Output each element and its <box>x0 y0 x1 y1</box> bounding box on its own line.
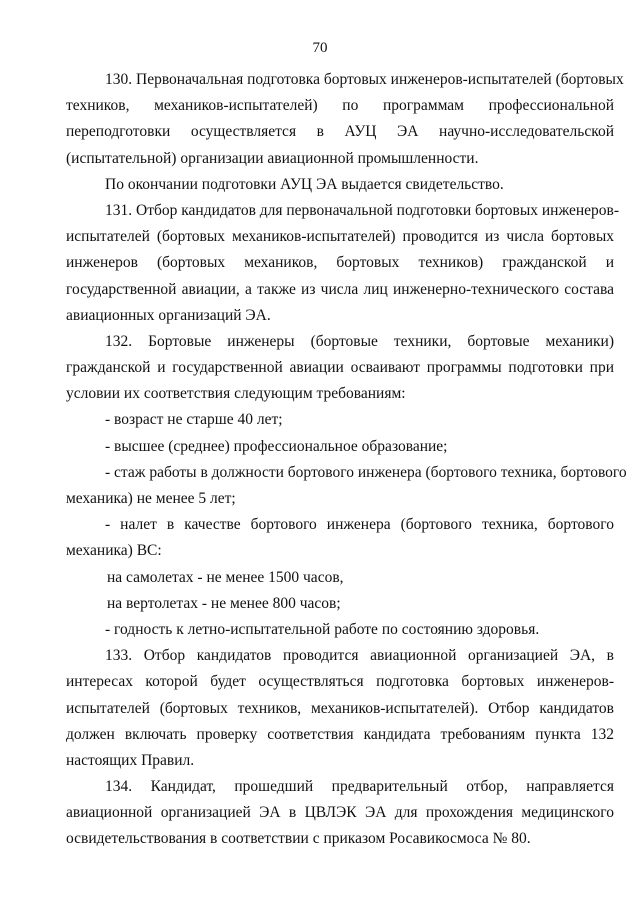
text-line: механика) ВС: <box>66 542 162 560</box>
text-line: (испытательной) организации авиационной промышленности. <box>66 149 479 167</box>
text-line: техников, механиков-испытателей) по программам профессиональной <box>66 97 614 115</box>
text-line: - годность к летно-испытательной работе по состоянию здоровья. <box>105 620 540 638</box>
text-line: авиационной организацией ЭА в ЦВЛЭК ЭА для прохождения медицинского <box>66 804 614 822</box>
text-line: - высшее (среднее) профессиональное образование; <box>105 437 448 455</box>
text-line: настоящих Правил. <box>66 751 195 769</box>
text-line: инженеров (бортовых механиков, бортовых техников) гражданской и <box>66 254 614 272</box>
text-line: на самолетах - не менее 1500 часов, <box>107 568 344 586</box>
text-line: авиационных организаций ЭА. <box>66 306 271 324</box>
page-number: 70 <box>312 40 328 56</box>
text-line: на вертолетах - не менее 800 часов; <box>107 594 341 612</box>
text-line: испытателей (бортовых техников, механиков-испытателей). Отбор кандидатов <box>66 699 614 717</box>
text-line: 133. Отбор кандидатов проводится авиационной организацией ЭА, в <box>105 647 614 665</box>
document-body <box>66 67 627 853</box>
text-line: 132. Бортовые инженеры (бортовые техники, бортовые механики) <box>105 332 614 350</box>
text-line: гражданской и государственной авиации осваивают программы подготовки при <box>66 359 614 377</box>
text-line: должен включать проверку соответствия кандидата требованиям пункта 132 <box>66 725 614 743</box>
text-line: - налет в качестве бортового инженера (бортового техника, бортового <box>105 516 614 534</box>
text-line: государственной авиации, а также из числа лиц инженерно-технического состава <box>66 280 614 298</box>
text-line: - возраст не старше 40 лет; <box>105 411 283 429</box>
text-line: освидетельствования в соответствии с приказом Росавикосмоса № 80. <box>66 830 531 848</box>
text-line: интересах которой будет осуществляться подготовка бортовых инженеров- <box>66 673 614 691</box>
text-line: механика) не менее 5 лет; <box>66 490 236 507</box>
text-line: По окончании подготовки АУЦ ЭА выдается свидетельство. <box>105 175 504 193</box>
text-line: 134. Кандидат, прошедший предварительный отбор, направляется <box>105 778 614 796</box>
text-line: 131. Отбор кандидатов для первоначальной подготовки бортовых инженеров- <box>105 201 619 219</box>
text-line: испытателей (бортовых механиков-испытателей) проводится из числа бортовых <box>66 228 614 246</box>
text-line: переподготовки осуществляется в АУЦ ЭА научно-исследовательской <box>66 123 614 141</box>
text-line: условии их соответствия следующим требованиям: <box>66 385 406 403</box>
text-line: 130. Первоначальная подготовка бортовых инженеров-испытателей (бортовых <box>105 71 624 88</box>
text-line: - стаж работы в должности бортового инженера (бортового техника, бортового <box>105 463 627 481</box>
